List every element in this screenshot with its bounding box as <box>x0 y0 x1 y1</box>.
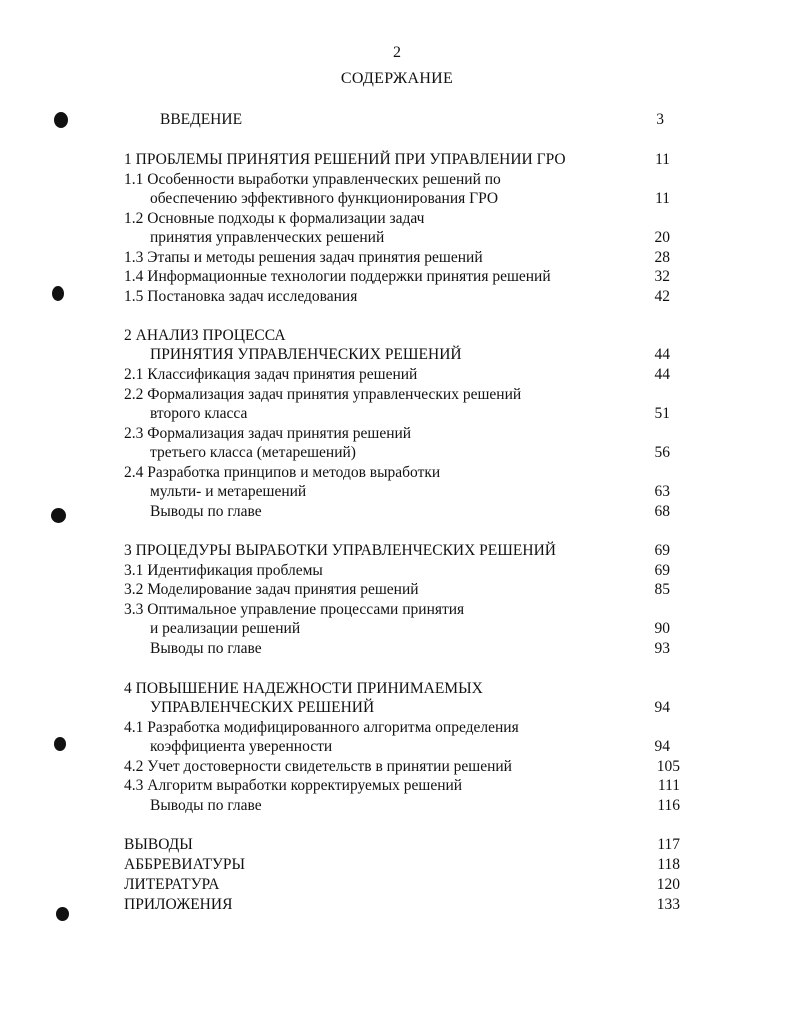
page-number: 2 <box>393 44 401 61</box>
toc-ch1-s2-page: 20 <box>654 229 670 246</box>
toc-ch1-s1-line2: обеспечению эффективного функционирования ГРО <box>150 190 499 207</box>
toc-abbreviations-page: 118 <box>657 856 680 873</box>
toc-ch4-title-line1: 4 ПОВЫШЕНИЕ НАДЕЖНОСТИ ПРИНИМАЕМЫХ <box>124 680 483 697</box>
toc-ch1-s5: 1.5 Постановка задач исследования <box>124 288 358 305</box>
toc-ch2-s3-line1: 2.3 Формализация задач принятия решений <box>124 425 412 442</box>
toc-ch3-s1-page: 69 <box>654 562 670 579</box>
toc-ch3-s2-page: 85 <box>654 581 670 598</box>
toc-literature: ЛИТЕРАТУРА <box>124 876 220 893</box>
toc-ch4-s1-page: 94 <box>654 738 670 755</box>
toc-ch1-s4: 1.4 Информационные технологии поддержки принятия решений <box>124 268 551 285</box>
toc-appendices-page: 133 <box>656 896 680 913</box>
toc-ch4-s3: 4.3 Алгоритм выработки корректируемых решений <box>124 777 463 794</box>
toc-ch2-s4-page: 63 <box>654 483 670 500</box>
toc-ch2-title-line1: 2 АНАЛИЗ ПРОЦЕССА <box>124 327 286 344</box>
toc-ch2-s4-line1: 2.4 Разработка принципов и методов выработки <box>124 464 441 481</box>
toc-ch1-title: 1 ПРОБЛЕМЫ ПРИНЯТИЯ РЕШЕНИЙ ПРИ УПРАВЛЕНИИ ГРО <box>124 151 566 168</box>
toc-ch2-s3-line2: третьего класса (метарешений) <box>150 444 356 461</box>
toc-ch1-s1-page: 11 <box>655 190 670 207</box>
punch-hole-mark-4 <box>54 737 66 751</box>
toc-ch4-s2: 4.2 Учет достоверности свидетельств в принятии решений <box>124 758 512 775</box>
toc-ch2-s2-line1: 2.2 Формализация задач принятия управленческих решений <box>124 386 522 403</box>
toc-ch1-s5-page: 42 <box>654 288 670 305</box>
toc-ch2-title-line2: ПРИНЯТИЯ УПРАВЛЕНЧЕСКИХ РЕШЕНИЙ <box>150 346 462 363</box>
toc-ch3-s3-line1: 3.3 Оптимальное управление процессами принятия <box>124 601 465 618</box>
toc-ch4-s2-page: 105 <box>656 758 680 775</box>
toc-ch2-s3-page: 56 <box>654 444 670 461</box>
toc-ch4-conclusions-page: 116 <box>657 797 680 814</box>
punch-hole-mark-2 <box>52 286 64 301</box>
toc-ch3-title: 3 ПРОЦЕДУРЫ ВЫРАБОТКИ УПРАВЛЕНЧЕСКИХ РЕШЕНИЙ <box>124 542 556 559</box>
punch-hole-mark-3 <box>51 508 66 523</box>
toc-ch4-conclusions: Выводы по главе <box>150 797 262 814</box>
toc-ch4-s1-line1: 4.1 Разработка модифицированного алгоритма определения <box>124 719 519 736</box>
toc-intro-page: 3 <box>656 111 664 128</box>
toc-ch2-page: 44 <box>654 346 670 363</box>
toc-appendices: ПРИЛОЖЕНИЯ <box>124 896 233 913</box>
toc-ch2-conclusions: Выводы по главе <box>150 503 262 520</box>
punch-hole-mark-1 <box>54 112 68 128</box>
toc-ch3-conclusions-page: 93 <box>654 640 670 657</box>
toc-ch4-s3-page: 111 <box>657 777 680 794</box>
toc-conclusions-page: 117 <box>657 836 680 853</box>
toc-conclusions: ВЫВОДЫ <box>124 836 193 853</box>
toc-ch2-conclusions-page: 68 <box>654 503 670 520</box>
toc-abbreviations: АББРЕВИАТУРЫ <box>124 856 246 873</box>
toc-ch2-s4-line2: мульти- и метарешений <box>150 483 307 500</box>
toc-ch3-conclusions: Выводы по главе <box>150 640 262 657</box>
toc-ch4-page: 94 <box>654 699 670 716</box>
punch-hole-mark-5 <box>56 907 69 921</box>
toc-ch3-page: 69 <box>654 542 670 559</box>
toc-ch4-s1-line2: коэффициента уверенности <box>150 738 333 755</box>
toc-literature-page: 120 <box>656 876 680 893</box>
toc-ch2-s2-page: 51 <box>654 405 670 422</box>
toc-ch1-page: 11 <box>655 151 670 168</box>
page-title: СОДЕРЖАНИЕ <box>340 70 454 87</box>
toc-ch2-s1-page: 44 <box>654 366 670 383</box>
toc-ch2-s1: 2.1 Классификация задач принятия решений <box>124 366 418 383</box>
toc-ch3-s1: 3.1 Идентификация проблемы <box>124 562 323 579</box>
toc-ch1-s1-line1: 1.1 Особенности выработки управленческих решений по <box>124 171 501 188</box>
toc-ch2-s2-line2: второго класса <box>150 405 248 422</box>
toc-ch1-s2-line2: принятия управленческих решений <box>150 229 385 246</box>
toc-ch1-s4-page: 32 <box>654 268 670 285</box>
toc-intro-label: ВВЕДЕНИЕ <box>160 111 243 128</box>
toc-ch1-s3: 1.3 Этапы и методы решения задач принятия решений <box>124 249 483 266</box>
toc-ch3-s3-line2: и реализации решений <box>150 620 301 637</box>
toc-ch4-title-line2: УПРАВЛЕНЧЕСКИХ РЕШЕНИЙ <box>150 699 375 716</box>
toc-ch3-s3-page: 90 <box>654 620 670 637</box>
toc-ch3-s2: 3.2 Моделирование задач принятия решений <box>124 581 419 598</box>
toc-ch1-s3-page: 28 <box>654 249 670 266</box>
toc-ch1-s2-line1: 1.2 Основные подходы к формализации задач <box>124 210 425 227</box>
